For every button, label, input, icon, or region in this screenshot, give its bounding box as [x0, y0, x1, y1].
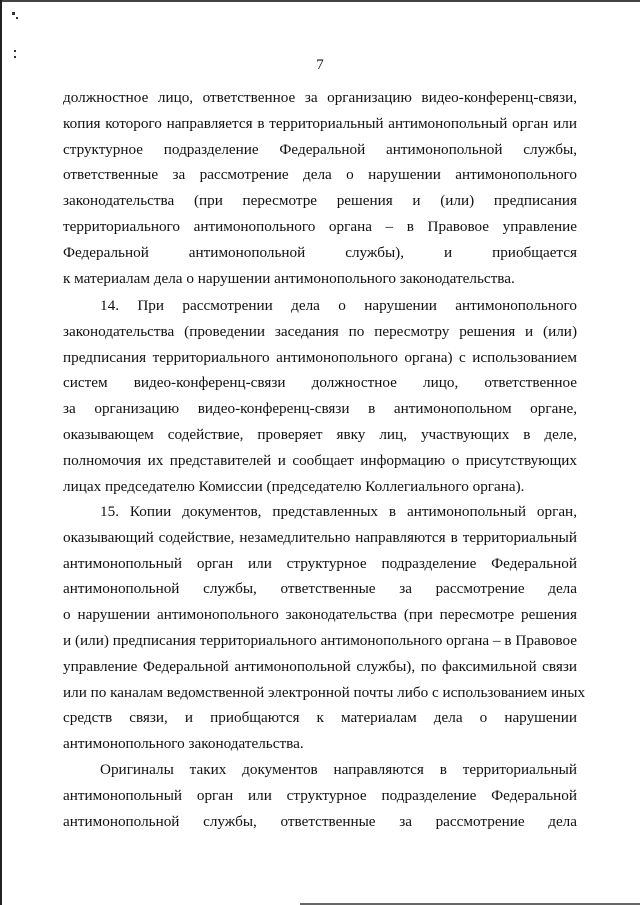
text-line: антимонопольного законодательства. [63, 735, 304, 753]
text-line: антимонопольный орган или структурное подразделение Федеральной [63, 554, 577, 572]
text-line: управление Федеральной антимонопольной службы), по факсимильной связи [63, 657, 577, 675]
text-line: ответственные за рассмотрение дела о нарушении антимонопольного [63, 166, 577, 184]
text-line: законодательства (проведении заседания по пересмотру решения и (или) [63, 322, 577, 340]
text-line: лицах председателю Комиссии (председателю Коллегиального органа). [63, 477, 525, 495]
text-line: территориального антимонопольного органа – в Правовое управление [63, 218, 577, 235]
scan-speck [16, 17, 18, 19]
text-line: и (или) предписания территориального антимонопольного органа – в Правовое [63, 632, 577, 649]
text-line: антимонопольный орган или структурное подразделение Федеральной [63, 786, 577, 804]
text-line: копия которого направляется в территориальный антимонопольный орган или [63, 114, 577, 132]
text-line: оказывающем содействие, проверяет явку лиц, участвующих в деле, [63, 426, 577, 443]
scan-edge-left [0, 0, 2, 905]
text-line: к материалам дела о нарушении антимонопольного законодательства. [63, 269, 515, 287]
text-line: или по каналам ведомственной электронной почты либо с использованием иных [63, 683, 586, 701]
scan-speck [12, 12, 15, 15]
text-line: 14. При рассмотрении дела о нарушении антимонопольного [100, 297, 577, 314]
text-line: антимонопольной службы, ответственные за рассмотрение дела [63, 580, 577, 598]
text-line: структурное подразделение Федеральной антимонопольной службы, [63, 140, 577, 158]
text-line: средств связи, и приобщаются к материалам дела о нарушении [63, 709, 577, 727]
text-line: должностное лицо, ответственное за организацию видео-конференц-связи, [63, 89, 577, 106]
text-line: за организацию видео-конференц-связи в антимонопольном органе, [63, 400, 577, 418]
text-line: 15. Копии документов, представленных в антимонопольный орган, [100, 503, 577, 520]
page-number: 7 [316, 57, 324, 73]
text-line: Оригиналы таких документов направляются в территориальный [100, 761, 577, 778]
scan-speck [14, 50, 16, 52]
text-line: полномочия их представителей и сообщает информацию о присутствующих [63, 451, 577, 469]
scan-edge-top [0, 0, 640, 2]
text-line: законодательства (при пересмотре решения и (или) предписания [63, 192, 577, 210]
text-line: оказывающий содействие, незамедлительно направляются в территориальный [63, 528, 577, 546]
text-line: систем видео-конференц-связи должностное лицо, ответственное [63, 374, 577, 392]
text-line: предписания территориального антимонопольного органа) с использованием [63, 348, 577, 366]
text-line: о нарушении антимонопольного законодательства (при пересмотре решения [63, 606, 577, 624]
text-line: антимонопольной службы, ответственные за рассмотрение дела [63, 812, 577, 830]
text-line: Федеральной антимонопольной службы), и приобщается [63, 243, 577, 261]
